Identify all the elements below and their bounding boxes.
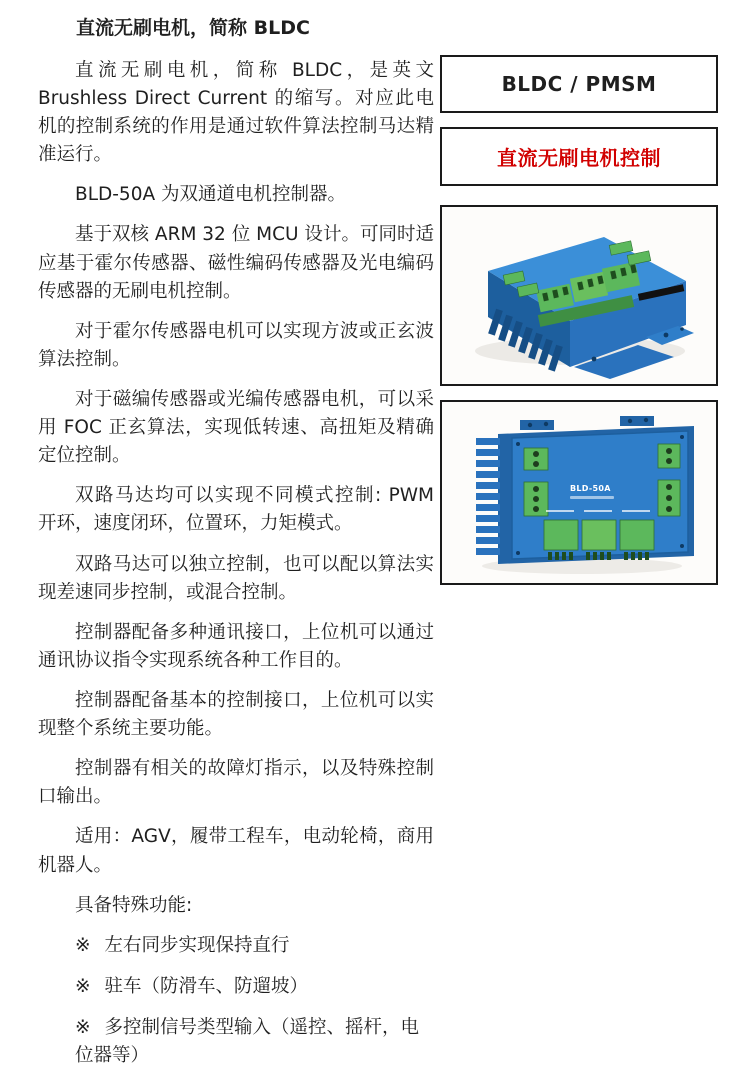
feature-item-straight — [38, 932, 434, 960]
feature-item-parking — [38, 973, 434, 1001]
bldc-pmsm-label-box — [440, 55, 718, 113]
paragraph-hall: 对于霍尔传感器电机可以实现方波或正玄波算法控制。 — [38, 320, 434, 370]
controller-front-image — [442, 404, 716, 581]
paragraph-io: 控制器配备基本的控制接口，上位机可以实现整个系统主要功能。 — [38, 689, 434, 740]
paragraph-modes: 双路马达均可以实现不同模式控制: PWM 开环，速度闭环，位置环，力矩模式。 — [38, 485, 434, 535]
paragraph-model: BLD-50A 为双通道电机控制器。 — [75, 184, 346, 206]
feature-item-inputs — [38, 1014, 434, 1070]
paragraph-foc: 对于磁编传感器或光编传感器电机，可以采用 FOC 正玄算法，实现低转速、高扭矩及精确定位控制。 — [38, 388, 434, 467]
paragraph-special-heading: 具备特殊功能: — [75, 894, 193, 916]
motor-control-label: 直流无刷电机控制 — [497, 146, 661, 170]
controller-isometric-image — [442, 209, 716, 382]
article-body — [38, 10, 434, 1083]
paragraph-comm: 控制器配备多种通讯接口，上位机可以通过通讯协议指令实现系统各种工作目的。 — [38, 621, 434, 671]
feature-text: 多控制信号类型输入（遥控、摇杆，电位器等） — [75, 1016, 420, 1067]
product-photo-front — [440, 400, 718, 585]
paragraph-fault-led: 控制器有相关的故障灯指示，以及特殊控制口输出。 — [38, 758, 434, 808]
reference-mark-icon: ※ — [75, 934, 91, 956]
reference-mark-icon: ※ — [75, 975, 91, 997]
reference-mark-icon: ※ — [75, 1016, 91, 1038]
paragraph-mcu: 基于双核 ARM 32 位 MCU 设计。可同时适应基于霍尔传感器、磁性编码传感器及光电编码传感器的无刷电机控制。 — [38, 224, 434, 302]
motor-control-label-box — [440, 127, 718, 186]
sidebar — [440, 55, 718, 585]
bldc-pmsm-label: BLDC / PMSM — [501, 72, 657, 96]
feature-text: 驻车（防滑车、防遛坡） — [104, 975, 309, 997]
device-model-label: BLD-50A — [570, 484, 611, 493]
product-photo-isometric — [440, 205, 718, 386]
page-title: 直流无刷电机，简称 BLDC — [76, 17, 310, 39]
feature-text: 左右同步实现保持直行 — [104, 934, 290, 956]
paragraph-intro: 直流无刷电机，简称 BLDC，是英文 Brushless Direct Current 的缩写。对应此电机的控制系统的作用是通过软件算法控制马达精准运行。 — [38, 59, 434, 166]
paragraph-dual-control: 双路马达可以独立控制，也可以配以算法实现差速同步控制，或混合控制。 — [38, 553, 434, 603]
paragraph-applications: 适用：AGV，履带工程车，电动轮椅，商用机器人。 — [38, 826, 434, 876]
feature-list — [38, 932, 434, 1070]
